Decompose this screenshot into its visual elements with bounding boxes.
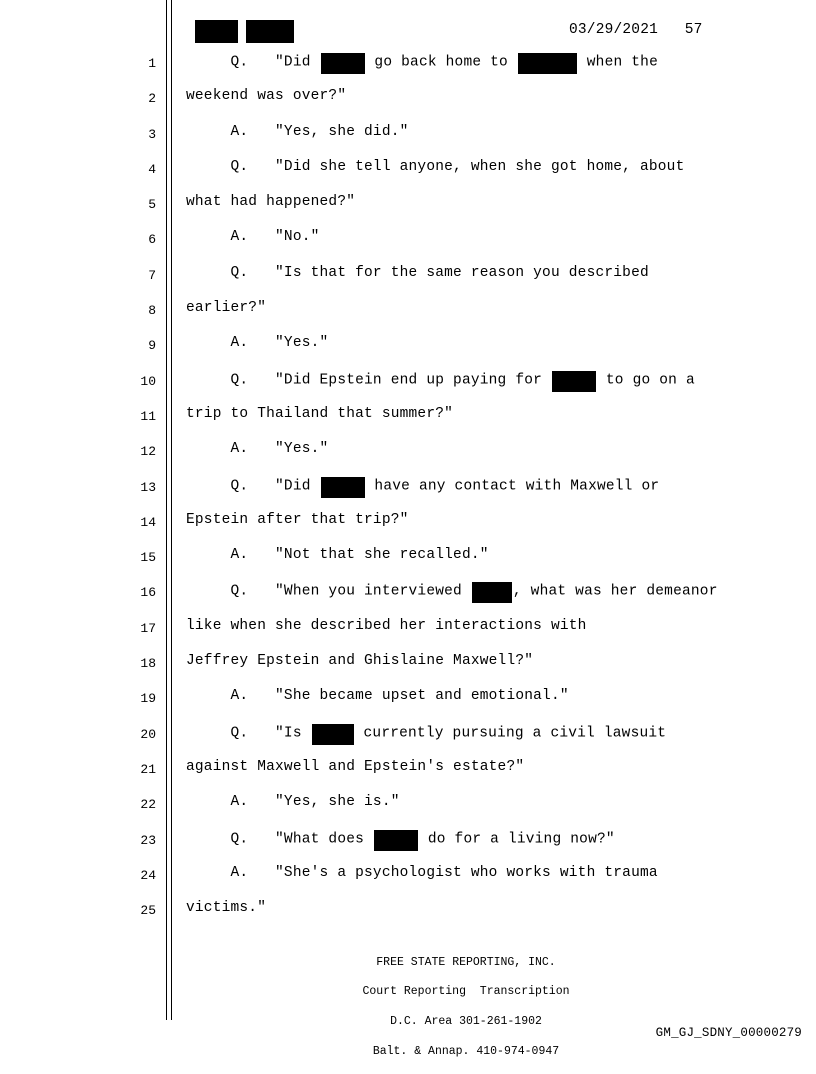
redaction-box [321, 477, 365, 498]
line-number: 12 [140, 444, 156, 460]
text-run: do for a living now?" [418, 830, 615, 847]
line-text [186, 759, 524, 775]
line-text [186, 830, 615, 847]
text-run: A. "Yes, she is." [186, 794, 400, 811]
line-text [186, 653, 533, 669]
header-date-and-page: 03/29/2021 57 [569, 22, 703, 38]
line-number: 8 [148, 303, 156, 319]
line-number: 14 [140, 514, 156, 530]
line-text [186, 724, 666, 741]
line-text [186, 124, 409, 140]
text-run: Q. "Did [186, 477, 320, 494]
reporter-footer [186, 941, 746, 1074]
transcript-line [0, 476, 816, 511]
redaction-box [472, 582, 512, 603]
line-text [186, 865, 658, 881]
bates-number: GM_GJ_SDNY_00000279 [655, 1026, 802, 1040]
header-redaction-1 [195, 20, 238, 43]
line-text [186, 794, 400, 810]
line-number: 20 [140, 726, 156, 742]
header-redaction-2 [246, 20, 294, 43]
text-run: when the [577, 54, 658, 71]
text-run: A. "Yes, she did." [186, 123, 409, 140]
line-number: 19 [140, 691, 156, 707]
text-run: earlier?" [186, 300, 267, 317]
transcript-line [0, 123, 816, 158]
text-run: against Maxwell and Epstein's estate?" [186, 758, 525, 775]
text-run: , what was her demeanor [512, 583, 718, 600]
line-number: 16 [140, 585, 156, 601]
text-run: A. "Yes." [186, 335, 329, 352]
footer-line-1: FREE STATE REPORTING, INC. [376, 955, 556, 969]
line-number: 1 [148, 56, 156, 71]
transcript-line [0, 723, 816, 758]
line-text [186, 300, 266, 316]
transcript-line [0, 334, 816, 369]
line-text [186, 229, 320, 245]
redaction-box [374, 830, 418, 851]
redaction-box [518, 53, 577, 74]
line-number: 11 [140, 408, 156, 424]
line-text [186, 265, 649, 281]
line-number: 17 [140, 620, 156, 636]
text-run: Q. "Is [186, 724, 311, 741]
transcript-line [0, 511, 816, 546]
transcript-body [0, 52, 816, 934]
line-number: 25 [140, 903, 156, 919]
footer-line-3: D.C. Area 301-261-1902 [390, 1014, 542, 1028]
redaction-box [321, 53, 365, 74]
redaction-box [312, 724, 354, 745]
transcript-line [0, 158, 816, 193]
text-run: Epstein after that trip?" [186, 511, 409, 528]
text-run: victims." [186, 900, 267, 917]
footer-line-2: Court Reporting Transcription [362, 985, 570, 999]
line-number: 4 [148, 161, 156, 177]
line-number: 7 [148, 267, 156, 283]
transcript-line [0, 264, 816, 299]
text-run: A. "She's a psychologist who works with trauma [186, 864, 658, 881]
transcript-line [0, 581, 816, 616]
line-text [186, 477, 659, 494]
page-header [186, 18, 746, 46]
line-number: 10 [140, 373, 156, 389]
text-run: go back home to [365, 54, 517, 71]
footer-line-4: Balt. & Annap. 410-974-0947 [372, 1044, 560, 1058]
transcript-line [0, 193, 816, 228]
line-text [186, 582, 718, 599]
transcript-line [0, 758, 816, 793]
transcript-line [0, 687, 816, 722]
line-text [186, 53, 658, 70]
line-number: 22 [140, 797, 156, 813]
transcript-line [0, 652, 816, 687]
text-run: Q. "Is that for the same reason you described [186, 264, 649, 281]
transcript-line [0, 793, 816, 828]
transcript-line [0, 546, 816, 581]
transcript-line [0, 299, 816, 334]
line-number: 15 [140, 550, 156, 566]
line-text [186, 371, 695, 388]
line-text [186, 194, 355, 210]
transcript-line [0, 864, 816, 899]
line-text [186, 900, 266, 916]
line-text [186, 88, 346, 104]
line-number: 13 [140, 479, 156, 495]
transcript-line [0, 440, 816, 475]
text-run: Jeffrey Epstein and Ghislaine Maxwell?" [186, 653, 534, 670]
text-run: A. "She became upset and emotional." [186, 688, 569, 705]
line-text [186, 547, 489, 563]
line-number: 24 [140, 867, 156, 883]
text-run: Q. "Did she tell anyone, when she got home, about [186, 158, 685, 175]
line-text [186, 335, 328, 351]
line-text [186, 159, 684, 175]
line-number: 21 [140, 761, 156, 777]
text-run: to go on a [596, 372, 695, 388]
line-text [186, 688, 569, 704]
line-number: 23 [140, 832, 156, 848]
text-run: currently pursuing a civil lawsuit [354, 724, 667, 741]
text-run: what had happened?" [186, 194, 356, 211]
line-text [186, 512, 409, 528]
line-text [186, 441, 328, 457]
line-number: 9 [148, 338, 156, 354]
line-text [186, 618, 587, 634]
line-number: 2 [148, 91, 156, 107]
transcript-line [0, 405, 816, 440]
text-run: Q. "Did [186, 54, 320, 71]
transcript-line [0, 228, 816, 263]
transcript-line [0, 370, 816, 405]
line-number: 3 [148, 126, 156, 142]
line-text [186, 406, 453, 422]
transcript-line [0, 52, 816, 87]
text-run: A. "No." [186, 229, 320, 246]
text-run: Q. "What does [186, 830, 373, 847]
transcript-line [0, 899, 816, 934]
text-run: trip to Thailand that summer?" [186, 405, 454, 422]
line-number: 5 [148, 197, 156, 213]
text-run: have any contact with Maxwell or [365, 477, 660, 494]
line-number: 6 [148, 232, 156, 248]
transcript-line [0, 87, 816, 122]
text-run: weekend was over?" [186, 88, 347, 105]
text-run: A. "Not that she recalled." [186, 547, 489, 564]
transcript-line [0, 829, 816, 864]
text-run: Q. "Did Epstein end up paying for [186, 372, 551, 388]
text-run: like when she described her interactions with [186, 617, 587, 634]
transcript-line [0, 617, 816, 652]
text-run: Q. "When you interviewed [186, 583, 471, 600]
redaction-box [552, 371, 596, 392]
text-run: A. "Yes." [186, 441, 329, 458]
line-number: 18 [140, 656, 156, 672]
